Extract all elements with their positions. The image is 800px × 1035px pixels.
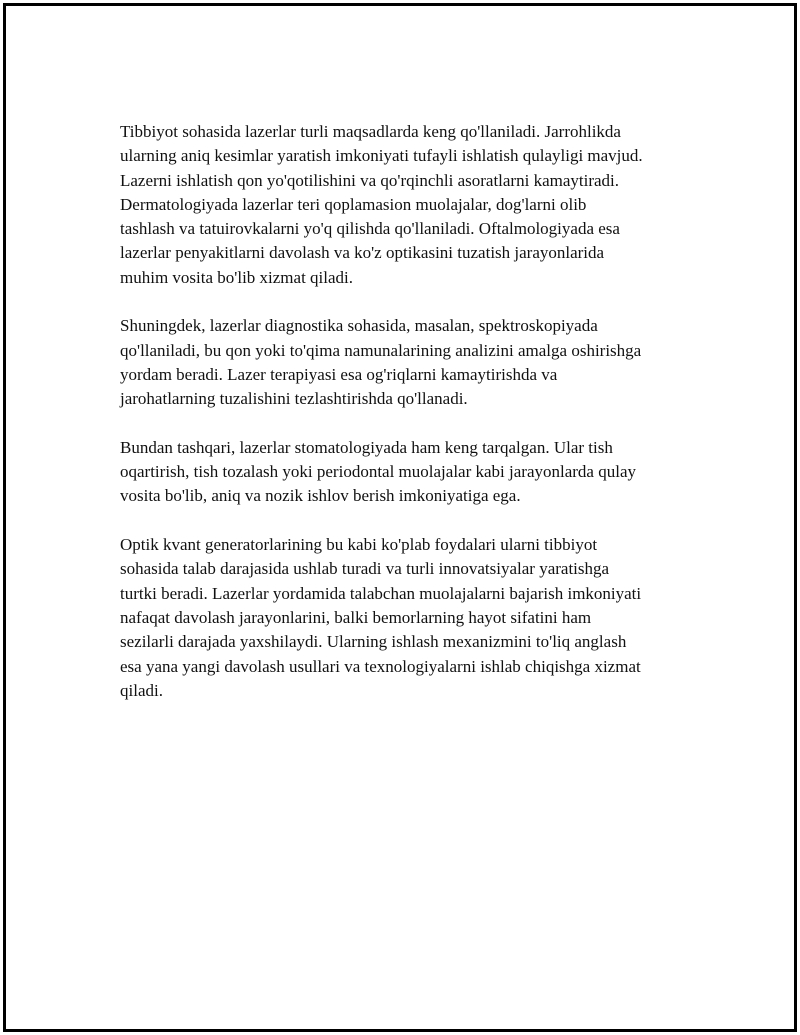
page-border-frame <box>3 3 797 1032</box>
paragraph-lasers-in-medicine: Tibbiyot sohasida lazerlar turli maqsadlarda keng qo'llaniladi. Jarrohlikda ularning aniq kesimlar yaratish imkoniyati tufayli ishlatish qulayligi mavjud. Lazerni ishlatish qon yo'qotilishini va qo'rqinchli asoratlarni kamaytiradi. Dermatologiyada lazerlar teri qoplamasion muolajalar, dog'larni olib tashlash va tatuirovkalarni yo'q qilishda qo'llaniladi. Oftalmologiyada esa lazerlar penyakitlarni davolash va ko'z optikasini tuzatish jarayonlarida muhim vosita bo'lib xizmat qiladi. <box>120 122 643 287</box>
paragraph-diagnostics: Shuningdek, lazerlar diagnostika sohasida, masalan, spektroskopiyada qo'llaniladi, bu qon yoki to'qima namunalarining analizini amalga oshirishga yordam beradi. Lazer terapiyasi esa og'riqlarni kamaytirishda va jarohatlarning tuzalishini tezlashtirishda qo'llanadi. <box>120 316 642 409</box>
paragraph-dentistry: Bundan tashqari, lazerlar stomatologiyada ham keng tarqalgan. Ular tish oqartirish, tish tozalash yoki periodontal muolajalar kabi jarayonlarda qulay vosita bo'lib, aniq va nozik ishlov berish imkoniyatiga ega. <box>120 437 636 506</box>
paragraph-conclusion: Optik kvant generatorlarining bu kabi ko'plab foydalari ularni tibbiyot sohasida talab darajasida ushlab turadi va turli innovatsiyalar yaratishga turtki beradi. Lazerlar yordamida talabchan muolajalarni bajarish imkoniyati nafaqat davolash jarayonlarini, balki bemorlarning hayot sifatini ham sezilarli darajada yaxshilaydi. Ularning ishlash mexanizmini to'liq anglash esa yana yangi davolash usullari va texnologiyalarni ishlab chiqishga xizmat qiladi. <box>120 535 642 700</box>
document-body <box>120 120 705 727</box>
